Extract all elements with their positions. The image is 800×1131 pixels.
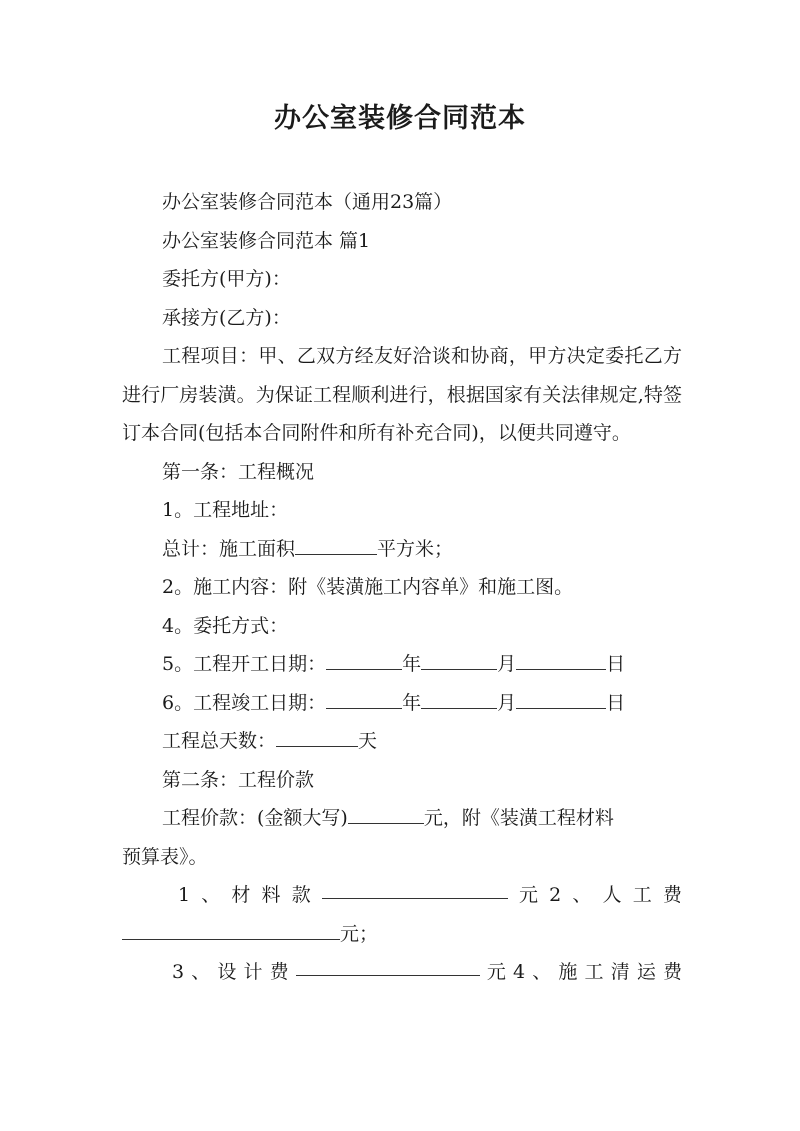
design-token: 施 [558, 961, 578, 983]
article1-title: 第一条：工程概况 [162, 460, 315, 483]
total-days-unit: 天 [358, 730, 378, 752]
material-token: 2 [549, 884, 562, 906]
design-token: 清 [610, 961, 630, 983]
design-token: 运 [636, 961, 656, 983]
labor-unit: 元； [340, 922, 379, 945]
section-heading: 办公室装修合同范本 篇1 [162, 229, 371, 252]
start-date [122, 645, 682, 684]
material-token: 款 [291, 884, 311, 906]
design-token: 、 [532, 961, 552, 983]
design-token: 费 [269, 961, 289, 983]
total-days [122, 722, 682, 761]
total-days-label: 工程总天数： [162, 730, 277, 752]
design-token: 、 [191, 961, 211, 983]
article2-title: 第二条：工程价款 [162, 768, 315, 791]
party-a: 委托方(甲方)： [162, 268, 291, 290]
end-year-blank [326, 686, 402, 709]
labor-end [122, 915, 682, 954]
material-token: 费 [662, 884, 682, 906]
design-token: 3 [172, 961, 185, 983]
document-body [122, 183, 682, 992]
end-day-blank [516, 686, 606, 709]
start-date-label: 5。工程开工日期： [162, 653, 327, 675]
material-token: 、 [201, 884, 221, 906]
material-token: 料 [261, 884, 281, 906]
design-token: 计 [243, 961, 263, 983]
construction-content: 2。施工内容：附《装潢施工内容单》和施工图。 [162, 576, 574, 598]
entrust-method: 4。委托方式： [162, 614, 289, 637]
end-month-blank [421, 686, 497, 709]
subtitle: 办公室装修合同范本（通用23篇） [162, 191, 453, 213]
design-token: 费 [662, 961, 682, 983]
construction-area [122, 530, 682, 569]
design-token: 元 [486, 961, 506, 983]
design-token: 4 [513, 961, 526, 983]
material-token: 、 [572, 884, 592, 906]
price-mid: 元，附《装潢工程材料 [423, 807, 614, 829]
material-token: 工 [632, 884, 652, 906]
design-blank [296, 953, 480, 976]
start-month-unit: 月 [497, 653, 517, 675]
end-date [122, 684, 682, 723]
material-blank [322, 876, 508, 899]
document-title: 办公室装修合同范本 [274, 103, 526, 134]
design-line [122, 953, 682, 992]
project-intro: 工程项目：甲、乙双方经友好洽谈和协商，甲方决定委托乙方进行厂房装潢。为保证工程顺利进行，根据国家有关法律规定,特签订本合同(包括本合同附件和所有补充合同)，以便共同遵守。 [122, 345, 682, 444]
party-b: 承接方(乙方)： [162, 306, 291, 329]
start-year-unit: 年 [402, 653, 422, 675]
start-year-blank [326, 647, 402, 670]
end-date-label: 6。工程竣工日期： [162, 691, 327, 714]
material-line [122, 876, 682, 915]
material-token: 材 [231, 884, 251, 906]
material-token: 人 [602, 884, 622, 906]
start-month-blank [421, 647, 497, 670]
price-end: 预算表》。 [122, 845, 208, 868]
price-line [122, 799, 682, 838]
material-token: 1 [178, 884, 191, 906]
material-token: 元 [519, 884, 539, 906]
end-year-unit: 年 [402, 691, 422, 714]
labor-blank [122, 917, 340, 940]
area-suffix: 平方米； [377, 537, 454, 560]
start-day-blank [516, 647, 606, 670]
project-address: 1。工程地址： [162, 499, 289, 521]
price-blank [348, 801, 424, 824]
start-day-unit: 日 [606, 653, 626, 675]
design-token: 设 [217, 961, 237, 983]
price-prefix: 工程价款：(金额大写) [162, 807, 348, 829]
end-day-unit: 日 [606, 691, 626, 714]
design-token: 工 [584, 961, 604, 983]
area-prefix: 总计：施工面积 [162, 537, 296, 560]
area-blank [295, 532, 377, 555]
total-days-blank [276, 724, 358, 747]
end-month-unit: 月 [497, 691, 517, 714]
